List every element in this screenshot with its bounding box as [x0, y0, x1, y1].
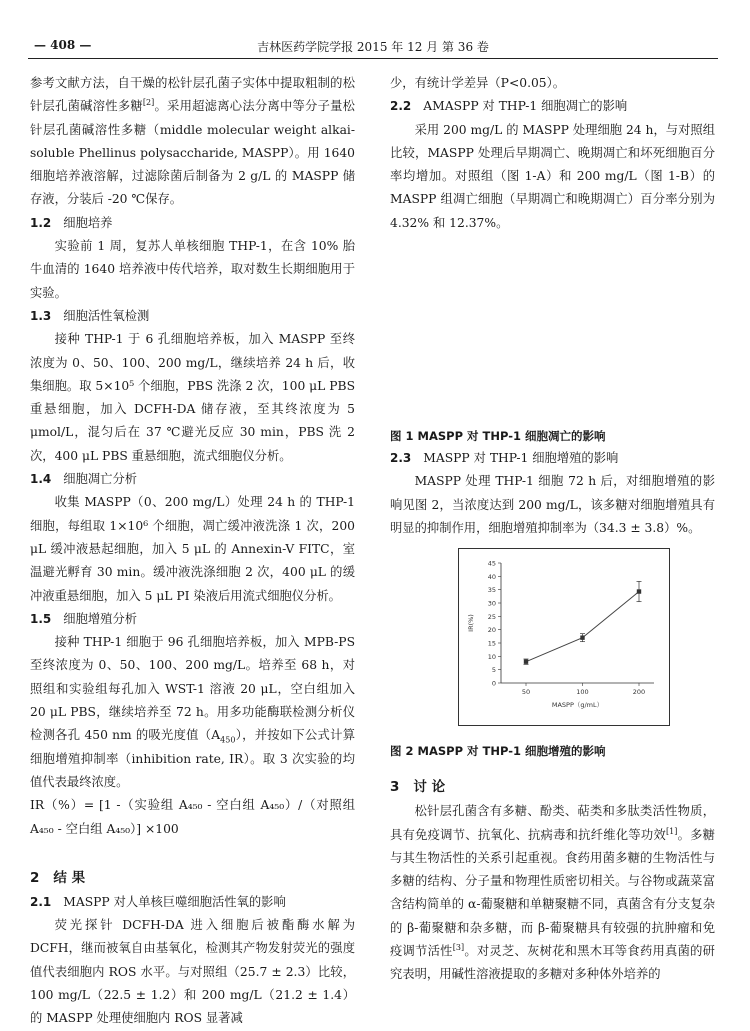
paragraph-continuation: 少，有统计学差异（P<0.05）。: [390, 76, 566, 90]
y-tick-label: 45: [487, 559, 496, 568]
heading-1-5: 1.5 细胞增殖分析: [30, 611, 138, 626]
data-point: [524, 660, 528, 664]
citation-1: [1]: [666, 826, 678, 836]
y-tick-label: 25: [487, 613, 496, 622]
paragraph-1-5: 接种 THP-1 细胞于 96 孔细胞培养板，加入 MPB-PS 至终浓度为 0、50、100、200 mg/L。培养至 68 h，对照组和实验组每孔加入 WST-1 溶液 20 μL，空白组加入 20 μL PBS，继续培养至 72 h。用多功能酶联检测分析仪检测各孔 450 nm 的吸光度值$(A_{450})$，并按如下公式计算细胞增殖抑制率（inhibition rate, IR）。取 3 次实验的均值代表最终浓度。: [30, 635, 355, 789]
right-column: [390, 72, 715, 987]
journal-info: 吉林医药学院学报 2015 年 12 月 第 36 卷: [257, 40, 489, 54]
heading-2-2: 2.2 AMASPP 对 THP-1 细胞凋亡的影响: [390, 99, 628, 114]
y-tick-label: 0: [491, 679, 496, 688]
running-header: [28, 36, 718, 59]
y-tick-label: 35: [487, 586, 496, 595]
figure-2-chart: [458, 548, 670, 726]
heading-2-3: 2.3 MASPP 对 THP-1 细胞增殖的影响: [390, 451, 619, 466]
figure-1-area: [390, 235, 715, 425]
y-tick-label: 30: [487, 599, 496, 608]
paragraph-1-2: 实验前 1 周，复苏人单核细胞 THP-1，在含 10% 胎牛血清的 1640 培养液中传代培养，取对数生长期细胞用于实验。: [30, 239, 355, 300]
y-tick-label: 40: [487, 573, 496, 582]
heading-1-2: 1.2 细胞培养: [30, 215, 113, 230]
y-axis-label: IR(%): [467, 614, 475, 633]
heading-2-1: 2.1 MASPP 对人单核巨噬细胞活性氧的影响: [30, 894, 286, 909]
x-tick-label: 50: [521, 688, 531, 697]
section-3-heading: 3 讨 论: [390, 779, 446, 796]
intro-paragraph: 参考文献方法，自干燥的松针层孔菌子实体中提取粗制的松针层孔菌碱溶性多糖[2]。采用超滤离心法分离中等分子量松针层孔菌碱溶性多糖（middle molecular weight alkai-soluble Phellinus polysaccharide, MASPP）。用 1640 细胞培养液溶解，过滤除菌后制备为 2 g/L 的 MASPP 储存液，分装后 -20 ℃保存。: [30, 76, 355, 207]
citation-3: [3]: [452, 942, 465, 952]
citation-2: [2]: [142, 98, 155, 108]
left-column: [30, 72, 355, 1031]
x-tick-label: 100: [576, 688, 589, 697]
y-tick-label: 10: [487, 653, 496, 662]
series-line: [526, 592, 639, 662]
paragraph-2-2: 采用 200 mg/L 的 MASPP 处理细胞 24 h，与对照组比较，MASPP 处理后早期凋亡、晚期凋亡和坏死细胞百分率均增加。对照组（图 1-A）和 200 mg/L（图 1-B）的 MASPP 组凋亡细胞（早期凋亡和晚期凋亡）百分率分别为 4.32% 和 12.37%。: [390, 122, 715, 230]
data-point: [637, 590, 641, 594]
ir-line-chart: [459, 549, 669, 725]
y-tick-label: 15: [487, 639, 496, 648]
paragraph-1-4: 收集 MASPP（0、200 mg/L）处理 24 h 的 THP-1 细胞，每组取 1×10⁶ 个细胞，凋亡缓冲液洗涤 1 次，200 μL 缓冲液悬起细胞，加入 5 μL 的 Annexin-V FITC，室温避光孵育 30 min。缓冲液洗涤细胞 2 次，400 μL 的缓冲液重悬细胞，加入 5 μL PI 染液后用流式细胞仪分析。: [30, 495, 355, 603]
heading-1-4: 1.4 细胞凋亡分析: [30, 472, 138, 487]
ir-formula: IR（%）= [1 -（实验组 A₄₅₀ - 空白组 A₄₅₀）/（对照组 A₄₅₀ - 空白组 A₄₅₀）] ×100: [30, 798, 355, 836]
data-point: [580, 636, 584, 640]
figure-1-caption: 图 1 MASPP 对 THP-1 细胞凋亡的影响: [390, 429, 606, 444]
x-tick-label: 200: [632, 688, 646, 697]
y-tick-label: 5: [491, 666, 496, 675]
paragraph-2-3: MASPP 处理 THP-1 细胞 72 h 后，对细胞增殖的影响见图 2，当浓度达到 200 mg/L，该多糖对细胞增殖具有明显的抑制作用，细胞增殖抑制率为（34.3 ± 3.8）%。: [390, 474, 715, 535]
x-axis-label: MASPP（g/mL）: [551, 701, 604, 710]
figure-2-caption: 图 2 MASPP 对 THP-1 细胞增殖的影响: [390, 744, 606, 759]
figure-2-wrap: [390, 540, 715, 740]
section-2-heading: 2 结 果: [30, 869, 86, 886]
paragraph-2-1: 荧光探针 DCFH-DA 进入细胞后被酯酶水解为 DCFH，继而被氧自由基氧化，检测其产物发射荧光的强度值代表细胞内 ROS 水平。与对照组（25.7 ± 2.3）比较，100 mg/L（22.5 ± 1.2）和 200 mg/L（21.2 ± 1.4）的 MASPP 处理使细胞内 ROS 显著减: [30, 918, 355, 1026]
page-number: — 408 —: [34, 38, 92, 52]
paragraph-3: 松针层孔菌含有多糖、酚类、萜类和多肽类活性物质，具有免疫调节、抗氧化、抗病毒和抗纤维化等功效[1]。多糖与其生物活性的关系引起重视。食药用菌多糖的生物活性与多糖的结构、分子量和物理性质密切相关。与谷物或蔬菜富含结构简单的 α-葡聚糖和单糖聚糖不同，真菌含有分支复杂的 β-葡聚糖和杂多糖，而 β-葡聚糖具有较强的抗肿瘤和免疫调节活性[3]。对灵芝、灰树花和黑木耳等食药用真菌的研究表明，用碱性溶液提取的多糖对多种体外培养的: [390, 804, 715, 982]
heading-1-3: 1.3 细胞活性氧检测: [30, 308, 150, 323]
y-tick-label: 20: [487, 626, 496, 635]
paragraph-1-3: 接种 THP-1 于 6 孔细胞培养板，加入 MASPP 至终浓度为 0、50、100、200 mg/L，继续培养 24 h 后，收集细胞。取 5×10⁵ 个细胞，PBS 洗涤 2 次，100 μL PBS 重悬细胞，加入 DCFH-DA 储存液，至其终浓度为 5 μmol/L，混匀后在 37 ℃避光反应 30 min，PBS 洗 2 次，400 μL PBS 重悬细胞，流式细胞仪分析。: [30, 332, 355, 463]
